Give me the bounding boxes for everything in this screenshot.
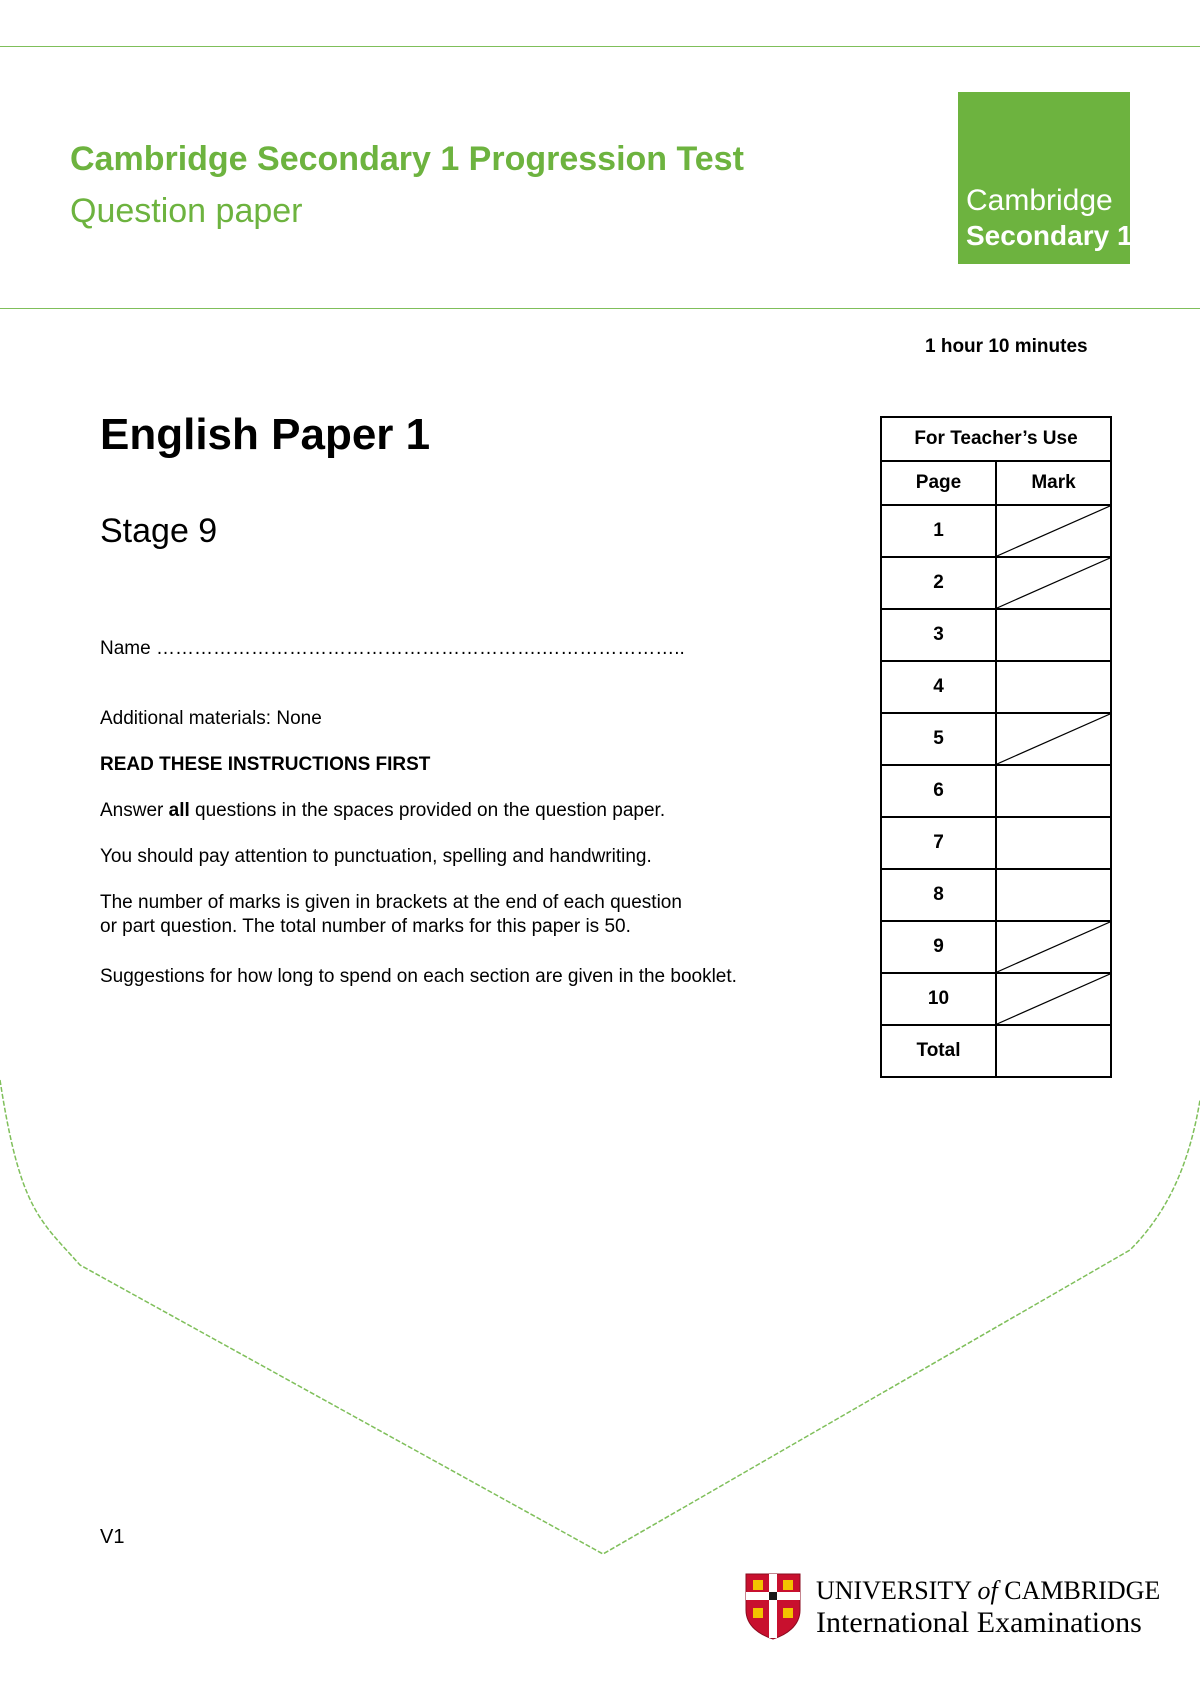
page-number: 6 bbox=[881, 765, 996, 817]
teacher-use-table bbox=[880, 416, 1112, 1078]
strike-line bbox=[997, 922, 1110, 972]
column-header-mark: Mark bbox=[996, 461, 1111, 505]
university-name: UNIVERSITY of CAMBRIDGE bbox=[816, 1576, 1161, 1605]
instruction-suggestions: Suggestions for how long to spend on each section are given in the booklet. bbox=[100, 966, 737, 987]
teacher-table-title: For Teacher’s Use bbox=[881, 417, 1111, 461]
mark-cell-struck bbox=[996, 557, 1111, 609]
page-number: 9 bbox=[881, 921, 996, 973]
version-label: V1 bbox=[100, 1526, 125, 1548]
mark-row bbox=[881, 765, 1111, 817]
mark-row bbox=[881, 557, 1111, 609]
mark-entry-cell[interactable] bbox=[996, 609, 1111, 661]
instruction-answer-all: Answer all questions in the spaces provided on the question paper. bbox=[100, 800, 666, 821]
instructions-heading: READ THESE INSTRUCTIONS FIRST bbox=[100, 754, 431, 775]
header-subtitle: Question paper bbox=[70, 192, 303, 230]
mark-cell-struck bbox=[996, 713, 1111, 765]
mark-cell-struck bbox=[996, 505, 1111, 557]
total-label: Total bbox=[881, 1025, 996, 1077]
strike-line bbox=[997, 558, 1110, 608]
mark-entry-cell[interactable] bbox=[996, 661, 1111, 713]
page-number: 5 bbox=[881, 713, 996, 765]
shield-outline bbox=[0, 1070, 1200, 1570]
mark-cell-struck bbox=[996, 921, 1111, 973]
header-title: Cambridge Secondary 1 Progression Test bbox=[70, 140, 744, 178]
mark-row bbox=[881, 505, 1111, 557]
international-examinations: International Examinations bbox=[816, 1606, 1142, 1639]
mark-cell-struck bbox=[996, 973, 1111, 1025]
column-header-page: Page bbox=[881, 461, 996, 505]
page-number: 8 bbox=[881, 869, 996, 921]
mark-entry-cell[interactable] bbox=[996, 817, 1111, 869]
answer-all-emphasis: all bbox=[168, 800, 190, 821]
mark-row bbox=[881, 661, 1111, 713]
page-number: 4 bbox=[881, 661, 996, 713]
mark-row bbox=[881, 713, 1111, 765]
strike-line bbox=[997, 974, 1110, 1024]
strike-line bbox=[997, 506, 1110, 556]
page-number: 10 bbox=[881, 973, 996, 1025]
mark-row bbox=[881, 609, 1111, 661]
header-bottom-rule bbox=[0, 308, 1200, 309]
mark-row bbox=[881, 921, 1111, 973]
page-number: 2 bbox=[881, 557, 996, 609]
name-label: Name bbox=[100, 638, 151, 659]
mark-row bbox=[881, 973, 1111, 1025]
stage-label: Stage 9 bbox=[100, 512, 218, 550]
test-duration: 1 hour 10 minutes bbox=[925, 336, 1088, 357]
page-number: 3 bbox=[881, 609, 996, 661]
cambridge-crest-icon bbox=[744, 1572, 802, 1640]
mark-entry-cell[interactable] bbox=[996, 765, 1111, 817]
mark-entry-cell[interactable] bbox=[996, 869, 1111, 921]
mark-row bbox=[881, 817, 1111, 869]
paper-title: English Paper 1 bbox=[100, 410, 431, 459]
name-dots: …………………………………………………….………………….. bbox=[155, 638, 685, 659]
name-field[interactable] bbox=[100, 638, 685, 660]
instruction-marks-line2: or part question. The total number of marks for this paper is 50. bbox=[100, 916, 631, 937]
page-number: 7 bbox=[881, 817, 996, 869]
instruction-attention: You should pay attention to punctuation, spelling and handwriting. bbox=[100, 846, 652, 867]
logo-text-cambridge: Cambridge bbox=[966, 184, 1113, 217]
mark-rows bbox=[881, 505, 1111, 1025]
top-rule bbox=[0, 46, 1200, 47]
mark-row bbox=[881, 869, 1111, 921]
cambridge-secondary-logo bbox=[958, 92, 1133, 264]
page-number: 1 bbox=[881, 505, 996, 557]
additional-materials: Additional materials: None bbox=[100, 708, 322, 729]
instruction-marks-line1: The number of marks is given in brackets at the end of each question bbox=[100, 892, 682, 913]
strike-line bbox=[997, 714, 1110, 764]
logo-text-secondary: Secondary 1 bbox=[966, 220, 1133, 251]
